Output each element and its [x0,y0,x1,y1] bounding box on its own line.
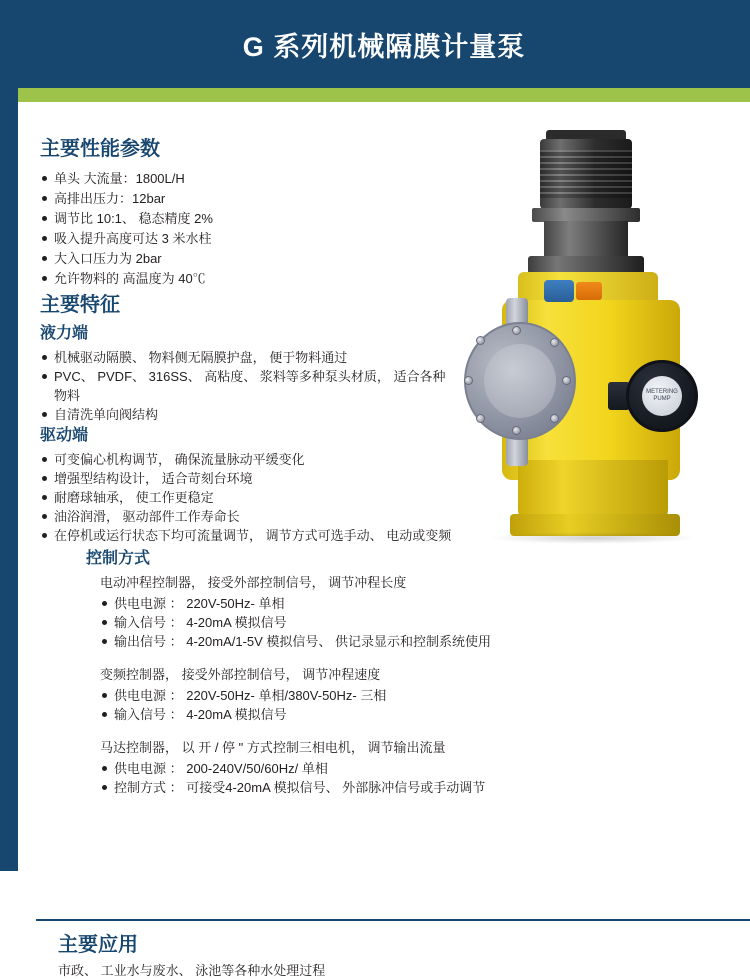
list-item: 单头 大流量：1800L/H [40,169,440,189]
control-section [86,545,686,811]
list-item: PVC、 PVDF、 316SS、 高粘度、 浆料等多种泵头材质， 适合各种物料 [40,367,450,405]
head-bolt [562,376,571,385]
control-intro: 马达控制器， 以 开 / 停 " 方式控制三相电机， 调节输出流量 [100,740,446,755]
list-item: 耐磨球轴承， 使工作更稳定 [40,488,560,507]
list-item: 供电电源 ： 220V-50Hz- 单相 [100,594,686,613]
drive-end-title: 驱动端 [40,427,89,444]
liquid-end-title: 液力端 [40,325,89,342]
pump-head-center [484,344,556,418]
page-title: G 系列机械隔膜计量泵 [242,31,526,62]
list-item: 增强型结构设计， 适合苛刻台环境 [40,469,560,488]
head-bolt [476,336,485,345]
list-item: 高排出压力：12bar [40,189,440,209]
control-list [86,594,686,651]
control-list [86,759,686,797]
control-list [86,686,686,724]
list-item: 在停机或运行状态下均可流量调节， 调节方式可选手动、 电动或变频 [40,526,560,545]
list-item: 供电电源 ： 220V-50Hz- 单相/380V-50Hz- 三相 [100,686,686,705]
content-area [18,102,750,978]
list-item: 允许物料的 高温度为 40℃ [40,269,440,289]
control-group-motor [86,738,686,797]
list-item: 输出信号 ： 4-20mA/1-5V 模拟信号、 供记录显示和控制系统使用 [100,632,686,651]
performance-section [40,132,440,289]
list-item: 油浴润滑， 驱动部件工作寿命长 [40,507,560,526]
head-bolt [550,338,559,347]
knob-face-label: METERING PUMP [642,376,682,416]
drive-end-section [40,422,560,545]
page-header [18,0,750,88]
control-intro: 变频控制器， 接受外部控制信号， 调节冲程速度 [100,667,381,682]
features-title: 主要特征 [40,294,120,316]
motor-cooling-fins [540,150,632,198]
list-item: 自清洗单向阀结构 [40,405,450,424]
list-item: 控制方式 ： 可接受4-20mA 模拟信号、 外部脉冲信号或手动调节 [100,778,686,797]
list-item: 吸入提升高度可达 3 米水柱 [40,229,440,249]
control-group-electric [86,573,686,651]
list-item: 调节比 10:1、 稳态精度 2% [40,209,440,229]
performance-title: 主要性能参数 [40,138,160,160]
left-accent-bar [0,0,18,871]
list-item: 输入信号 ： 4-20mA 模拟信号 [100,705,686,724]
blue-cap [544,280,574,302]
green-divider-bar [18,88,750,102]
drive-end-list [40,450,560,545]
head-bolt [464,376,473,385]
motor-flange [532,208,640,222]
application-divider [36,919,750,921]
list-item: 机械驱动隔膜、 物料侧无隔膜护盘， 便于物料通过 [40,348,450,367]
motor-midsection [544,221,628,257]
list-item: 输入信号 ： 4-20mA 模拟信号 [100,613,686,632]
application-text: 市政、 工业水与废水、 泳池等各种水处理过程 [58,963,326,978]
list-item: 供电电源 ： 200-240V/50/60Hz/ 单相 [100,759,686,778]
control-title: 控制方式 [86,550,151,567]
liquid-end-list [40,348,450,424]
orange-cap [576,282,602,300]
application-title: 主要应用 [58,934,138,956]
liquid-end-section [40,320,450,424]
list-item: 可变偏心机构调节， 确保流量脉动平缓变化 [40,450,560,469]
control-intro: 电动冲程控制器， 接受外部控制信号， 调节冲程长度 [100,575,407,590]
list-item: 大入口压力为 2bar [40,249,440,269]
performance-list [40,169,440,289]
control-group-vfd [86,665,686,724]
head-bolt [512,326,521,335]
